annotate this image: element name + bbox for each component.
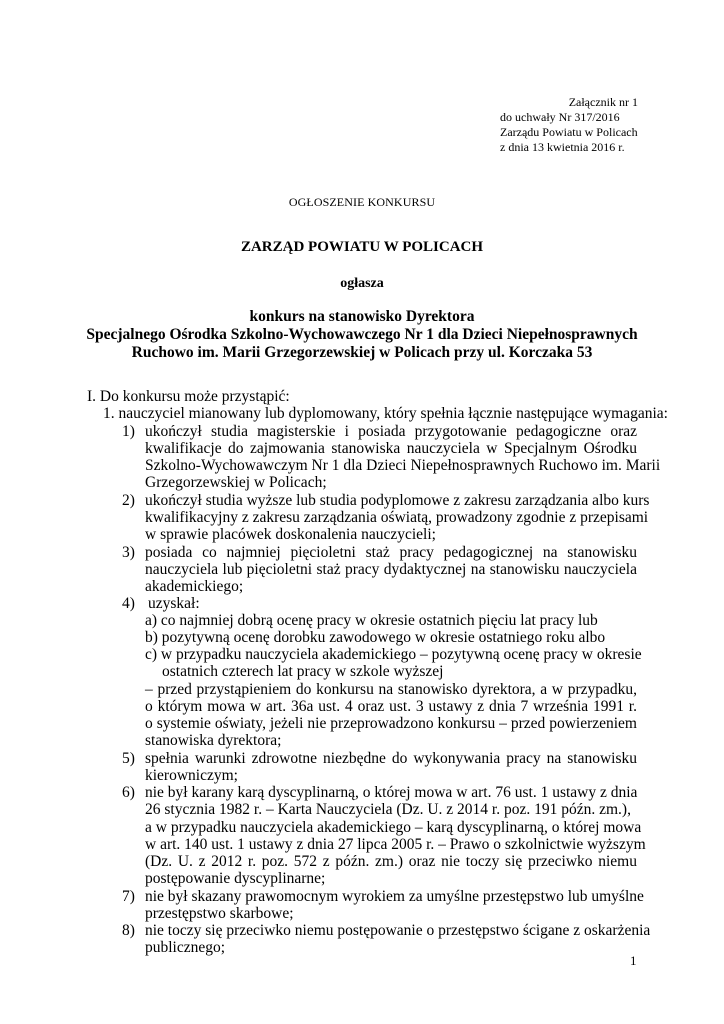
req-4-number: 4) — [122, 595, 135, 612]
req-6-number: 6) — [122, 784, 135, 801]
req-4-clause: stanowiska dyrektora; — [145, 732, 282, 749]
req-7-line: nie był skazany prawomocnym wyrokiem za umyślne przestępstwo lub umyślne — [145, 888, 644, 905]
annex-line-2: do uchwały Nr 317/2016 — [500, 110, 620, 124]
req-4-clause: – przed przystąpieniem do konkursu na stanowisko dyrektora, a w przypadku, — [145, 681, 637, 698]
req-3-line: posiada co najmniej pięcioletni staż pracy pedagogicznej na stanowisku — [145, 544, 637, 561]
req-2-line: ukończył studia wyższe lub studia podyplomowe z zakresu zarządzania albo kurs — [145, 492, 650, 509]
req-5-line: kierowniczym; — [145, 767, 238, 784]
annex-reference — [500, 95, 680, 155]
req-1-line: kwalifikacje do zajmowania stanowiska nauczyciela w Specjalnym Ośrodku — [145, 440, 637, 457]
req-7-line: przestępstwo skarbowe; — [145, 905, 294, 922]
req-7-number: 7) — [122, 888, 135, 905]
competition-line-3: Ruchowo im. Marii Grzegorzewskiej w Policach przy ul. Korczaka 53 — [131, 344, 593, 361]
req-8-line: nie toczy się przeciwko niemu postępowanie o przestępstwo ścigane z oskarżenia — [145, 922, 651, 939]
section-heading: I. Do konkursu może przystąpić: — [87, 388, 290, 405]
req-4-line: uzyskał: — [148, 595, 200, 612]
req-4-clause: o systemie oświaty, jeżeli nie przeprowadzono konkursu – przed powierzeniem — [145, 715, 637, 732]
req-5-number: 5) — [122, 750, 135, 767]
competition-line-2: Specjalnego Ośrodka Szkolno-Wychowawczego Nr 1 dla Dzieci Niepełnosprawnych — [86, 326, 638, 343]
req-1-line: Szkolno-Wychowawczym Nr 1 dla Dzieci Niepełnosprawnych Ruchowo im. Marii — [145, 457, 661, 474]
annex-line-4: z dnia 13 kwietnia 2016 r. — [500, 140, 625, 154]
req-2-number: 2) — [122, 492, 135, 509]
req-6-line: a w przypadku nauczyciela akademickiego – karą dyscyplinarną, o której mowa — [145, 819, 642, 836]
item-1: 1. nauczyciel mianowany lub dyplomowany, który spełnia łącznie następujące wymagania: — [103, 405, 668, 422]
competition-line-1: konkurs na stanowisko Dyrektora — [249, 308, 475, 325]
req-6-line: 26 stycznia 1982 r. – Karta Nauczyciela (Dz. U. z 2014 r. poz. 191 późn. zm.), — [145, 801, 631, 818]
req-4-option-c: c) w przypadku nauczyciela akademickiego – pozytywną ocenę pracy w okresie — [145, 646, 642, 663]
document-title: ZARZĄD POWIATU W POLICACH — [240, 239, 484, 255]
req-1-line: Grzegorzewskiej w Policach; — [145, 474, 327, 491]
req-6-line: nie był karany karą dyscyplinarną, o której mowa w art. 76 ust. 1 ustawy z dnia — [145, 784, 638, 801]
announces-word: ogłasza — [340, 276, 384, 291]
req-3-line: akademickiego; — [145, 578, 244, 595]
req-1-line: ukończył studia magisterskie i posiada przygotowanie pedagogiczne oraz — [145, 423, 637, 440]
annex-line-1: Załącznik nr 1 — [568, 95, 638, 109]
req-6-line: (Dz. U. z 2012 r. poz. 572 z późn. zm.) oraz nie toczy się przeciwko niemu — [145, 853, 637, 870]
req-2-line: kwalifikacyjny z zakresu zarządzania oświatą, prowadzony zgodnie z przepisami — [145, 509, 649, 526]
req-4-option-b: b) pozytywną ocenę dorobku zawodowego w okresie ostatniego roku albo — [145, 629, 606, 646]
req-4-clause: o którym mowa w art. 36a ust. 4 oraz ust. 3 ustawy z dnia 7 września 1991 r. — [145, 698, 637, 715]
req-8-number: 8) — [122, 922, 135, 939]
req-4-option-c: ostatnich czterech lat pracy w szkole wyższej — [162, 663, 444, 680]
req-4-option-a: a) co najmniej dobrą ocenę pracy w okresie ostatnich pięciu lat pracy lub — [145, 612, 598, 629]
req-2-line: w sprawie placówek doskonalenia nauczycieli; — [145, 526, 436, 543]
req-6-line: w art. 140 ust. 1 ustawy z dnia 27 lipca 2005 r. – Prawo o szkolnictwie wyższym — [145, 836, 646, 853]
req-3-number: 3) — [122, 544, 135, 561]
req-3-line: nauczyciela lub pięcioletni staż pracy dydaktycznej na stanowisku nauczyciela — [145, 561, 637, 578]
competition-title — [0, 308, 724, 362]
annex-line-3: Zarządu Powiatu w Policach — [500, 125, 638, 139]
page-number: 1 — [630, 953, 637, 968]
req-5-line: spełnia warunki zdrowotne niezbędne do wykonywania pracy na stanowisku — [145, 750, 637, 767]
req-6-line: postępowanie dyscyplinarne; — [145, 870, 326, 887]
announcement-heading: OGŁOSZENIE KONKURSU — [288, 195, 436, 209]
req-1-number: 1) — [122, 423, 135, 440]
req-8-line: publicznego; — [145, 939, 226, 956]
